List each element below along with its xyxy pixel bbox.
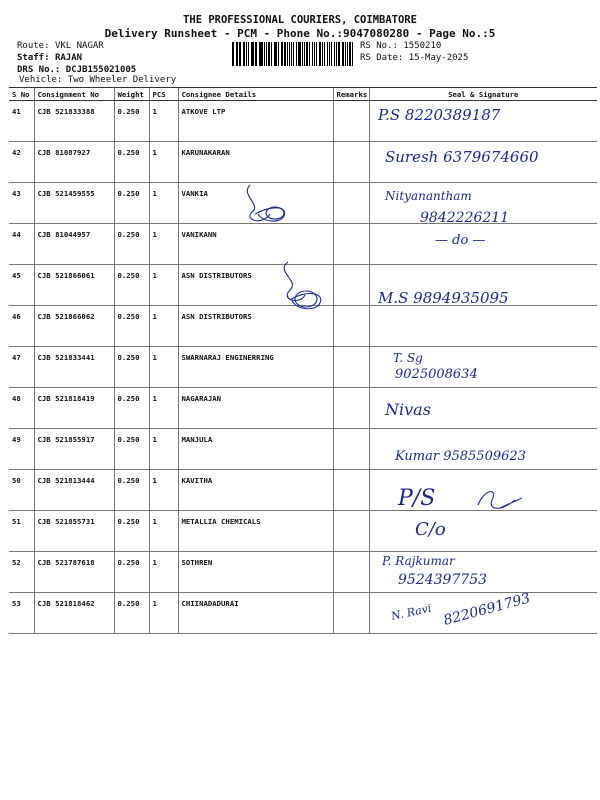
cell-seal-signature (369, 347, 597, 388)
cell-seal-signature (369, 429, 597, 470)
barcode-bar (349, 42, 351, 66)
cell-pcs: 1 (149, 142, 178, 183)
barcode-bar (248, 42, 249, 66)
barcode-bar (345, 42, 346, 66)
cell-pcs: 1 (149, 224, 178, 265)
cell-consignee: VANIKANN (178, 224, 333, 265)
cell-pcs: 1 (149, 306, 178, 347)
cell-seal-signature (369, 306, 597, 347)
barcode-bar (324, 42, 326, 66)
cell-consignment: CJB 521866061 (34, 265, 114, 306)
cell-pcs: 1 (149, 101, 178, 142)
staff-label: Staff: (17, 53, 50, 63)
table-row (9, 552, 597, 593)
cell-remarks (333, 511, 369, 552)
cell-pcs: 1 (149, 593, 178, 634)
barcode-bar (243, 42, 245, 66)
cell-remarks (333, 265, 369, 306)
barcode-bar (314, 42, 315, 66)
barcode-bar (291, 42, 292, 66)
table-row (9, 306, 597, 347)
cell-sno: 50 (9, 470, 34, 511)
barcode-bar (266, 42, 267, 66)
handwriting-row-43-name: Nityanantham (385, 189, 472, 203)
drs-label: DRS No.: (17, 65, 61, 75)
handwriting-row-47-phone: 9025008634 (395, 367, 478, 382)
barcode-bar (251, 42, 252, 66)
barcode-bar (338, 42, 340, 66)
cell-sno: 45 (9, 265, 34, 306)
cell-seal-signature (369, 142, 597, 183)
handwriting-row-50: P/S (398, 486, 436, 511)
table-row (9, 347, 597, 388)
barcode-bar (304, 42, 305, 66)
cell-seal-signature (369, 552, 597, 593)
barcode-bar (264, 42, 265, 66)
cell-consignee: NAGARAJAN (178, 388, 333, 429)
cell-consignment: CJB 521866062 (34, 306, 114, 347)
rs-date-label: RS Date: (360, 53, 404, 63)
barcode-bar (327, 42, 328, 66)
cell-consignee: KAVITHA (178, 470, 333, 511)
handwriting-row-52-name: P. Rajkumar (382, 554, 455, 568)
col-header-consignment: Consignment No (34, 88, 114, 101)
cell-consignment: CJB 521787618 (34, 552, 114, 593)
barcode-bar (293, 42, 295, 66)
barcode-bar (275, 42, 277, 66)
col-header-pcs: PCS (149, 88, 178, 101)
handwriting-row-46: M.S 9894935095 (378, 289, 509, 307)
table-row (9, 511, 597, 552)
company-title: THE PROFESSIONAL COURIERS, COIMBATORE (183, 14, 417, 26)
table-row (9, 470, 597, 511)
cell-weight: 0.250 (114, 347, 149, 388)
cell-consignment: CJB 521818462 (34, 593, 114, 634)
cell-weight: 0.250 (114, 224, 149, 265)
rs-number-value: 1550210 (403, 41, 442, 51)
cell-sno: 41 (9, 101, 34, 142)
cell-seal-signature (369, 101, 597, 142)
barcode-bar (312, 42, 313, 66)
cell-consignment: CJB 521855917 (34, 429, 114, 470)
barcode-bar (347, 42, 348, 66)
cell-sno: 52 (9, 552, 34, 593)
cell-seal-signature (369, 511, 597, 552)
handwriting-row-51: C/o (415, 519, 446, 540)
drs-line (17, 65, 136, 75)
cell-weight: 0.250 (114, 470, 149, 511)
cell-weight: 0.250 (114, 552, 149, 593)
cell-consignment: CJB 81044957 (34, 224, 114, 265)
cell-sno: 53 (9, 593, 34, 634)
barcode-bar (302, 42, 303, 66)
cell-pcs: 1 (149, 429, 178, 470)
handwriting-row-48: Nivas (385, 400, 431, 419)
barcode-bar (309, 42, 311, 66)
table-header-row (9, 88, 597, 101)
cell-weight: 0.250 (114, 388, 149, 429)
barcode-image (232, 42, 354, 66)
cell-remarks (333, 306, 369, 347)
cell-sno: 48 (9, 388, 34, 429)
barcode-bar (319, 42, 321, 66)
barcode-bar (274, 42, 275, 66)
barcode-bar (284, 42, 286, 66)
cell-seal-signature (369, 470, 597, 511)
cell-sno: 44 (9, 224, 34, 265)
cell-remarks (333, 429, 369, 470)
table-row (9, 142, 597, 183)
barcode-bar (232, 42, 234, 66)
rs-date-value: 15-May-2025 (408, 53, 469, 63)
cell-sno: 51 (9, 511, 34, 552)
barcode-bar (331, 42, 333, 66)
drs-value: DCJB155021005 (65, 65, 137, 75)
cell-consignment: CJB 81087927 (34, 142, 114, 183)
handwriting-row-52-phone: 9524397753 (398, 572, 488, 588)
cell-remarks (333, 470, 369, 511)
cell-pcs: 1 (149, 552, 178, 593)
vehicle-line (19, 75, 176, 85)
col-header-seal-signature: Seal & Signature (369, 88, 597, 101)
barcode-bar (298, 42, 300, 66)
rs-number-label: RS No.: (360, 41, 398, 51)
handwriting-row-49: Kumar 9585509623 (395, 449, 526, 464)
handwriting-row-53-phone: 8220691793 (441, 590, 533, 629)
barcode-bar (306, 42, 308, 66)
cell-pcs: 1 (149, 470, 178, 511)
cell-consignee: ATKOVE LTP (178, 101, 333, 142)
cell-sno: 43 (9, 183, 34, 224)
cell-sno: 42 (9, 142, 34, 183)
barcode-bar (239, 42, 241, 66)
cell-consignment: CJB 521855731 (34, 511, 114, 552)
staff-line (17, 53, 82, 63)
cell-seal-signature (369, 183, 597, 224)
cell-remarks (333, 347, 369, 388)
handwriting-row-41: P.S 8220389187 (378, 106, 501, 124)
handwriting-row-43-phone: 9842226211 (420, 210, 510, 226)
cell-consignee: SWARNARAJ ENGINERRING (178, 347, 333, 388)
col-header-sno: S No (9, 88, 34, 101)
cell-weight: 0.250 (114, 511, 149, 552)
table-row (9, 265, 597, 306)
cell-weight: 0.250 (114, 593, 149, 634)
cell-consignee: ASN DISTRIBUTORS (178, 265, 333, 306)
cell-pcs: 1 (149, 347, 178, 388)
cell-consignee: VANKIA (178, 183, 333, 224)
cell-weight: 0.250 (114, 265, 149, 306)
cell-consignment: CJB 521818419 (34, 388, 114, 429)
cell-consignee: MANJULA (178, 429, 333, 470)
barcode-bar (260, 42, 262, 66)
barcode-bar (336, 42, 337, 66)
cell-pcs: 1 (149, 511, 178, 552)
barcode-bar (236, 42, 237, 66)
barcode-bar (259, 42, 260, 66)
runsheet-table (9, 87, 597, 634)
cell-pcs: 1 (149, 183, 178, 224)
handwriting-row-53-name: N. Ravi (389, 601, 433, 623)
cell-seal-signature (369, 224, 597, 265)
cell-consignment: CJB 521833441 (34, 347, 114, 388)
handwriting-row-47-name: T. Sg (393, 351, 423, 365)
route-line (17, 41, 104, 51)
cell-remarks (333, 593, 369, 634)
cell-remarks (333, 224, 369, 265)
handwriting-row-44: — do — (435, 233, 486, 248)
cell-weight: 0.250 (114, 306, 149, 347)
cell-pcs: 1 (149, 265, 178, 306)
cell-consignee: SOTHREN (178, 552, 333, 593)
cell-weight: 0.250 (114, 142, 149, 183)
barcode-bar (316, 42, 317, 66)
table-row (9, 101, 597, 142)
cell-sno: 49 (9, 429, 34, 470)
table-row (9, 388, 597, 429)
cell-remarks (333, 183, 369, 224)
staff-value: RAJAN (54, 53, 83, 63)
cell-weight: 0.250 (114, 429, 149, 470)
cell-remarks (333, 142, 369, 183)
cell-weight: 0.250 (114, 101, 149, 142)
rs-number-line (360, 41, 441, 51)
cell-consignee: ASN DISTRIBUTORS (178, 306, 333, 347)
cell-remarks (333, 552, 369, 593)
cell-remarks (333, 388, 369, 429)
col-header-weight: Weight (114, 88, 149, 101)
route-value: VKL NAGAR (54, 41, 104, 51)
table-row (9, 224, 597, 265)
barcode-bar (329, 42, 330, 66)
barcode-bar (287, 42, 288, 66)
vehicle-label: Vehicle: (19, 75, 63, 85)
cell-sno: 47 (9, 347, 34, 388)
cell-consignee: KARUNAKARAN (178, 142, 333, 183)
cell-consignee: CHIINADADURAI (178, 593, 333, 634)
table-row (9, 183, 597, 224)
table-row (9, 429, 597, 470)
cell-seal-signature (369, 593, 597, 634)
barcode-bar (289, 42, 290, 66)
cell-seal-signature (369, 388, 597, 429)
rs-date-line (360, 53, 468, 63)
cell-remarks (333, 101, 369, 142)
runsheet-subtitle: Delivery Runsheet - PCM - Phone No.:9047080280 - Page No.:5 (104, 27, 496, 40)
table-row (9, 593, 597, 634)
barcode-bar (246, 42, 247, 66)
barcode-bar (252, 42, 254, 66)
barcode-bar (237, 42, 238, 66)
cell-sno: 46 (9, 306, 34, 347)
cell-weight: 0.250 (114, 183, 149, 224)
cell-consignment: CJB 521833388 (34, 101, 114, 142)
barcode-bar (268, 42, 270, 66)
col-header-remarks: Remarks (333, 88, 369, 101)
barcode-bar (296, 42, 297, 66)
barcode-bar (352, 42, 353, 66)
cell-pcs: 1 (149, 388, 178, 429)
barcode-bar (255, 42, 257, 66)
barcode-bar (278, 42, 279, 66)
barcode-bar (281, 42, 283, 66)
cell-seal-signature (369, 265, 597, 306)
barcode-bar (322, 42, 323, 66)
cell-consignment: CJB 521813444 (34, 470, 114, 511)
barcode-bar (271, 42, 272, 66)
route-label: Route: (17, 41, 50, 51)
col-header-consignee: Consignee Details (178, 88, 333, 101)
barcode-bar (342, 42, 344, 66)
cell-consignee: METALLIA CHEMICALS (178, 511, 333, 552)
handwriting-row-42: Suresh 6379674660 (385, 148, 539, 166)
barcode-bar (334, 42, 335, 66)
vehicle-value: Two Wheeler Delivery (67, 75, 177, 85)
cell-consignment: CJB 521459555 (34, 183, 114, 224)
